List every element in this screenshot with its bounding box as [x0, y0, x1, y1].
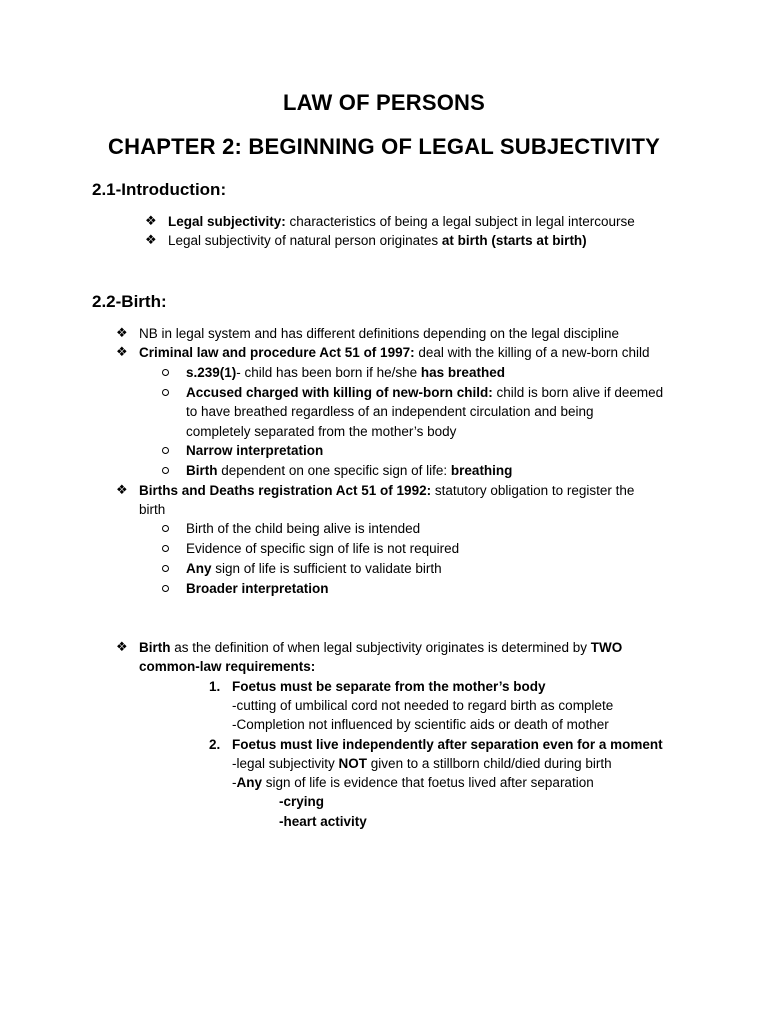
circle-bullet-icon: [162, 525, 169, 532]
numbered-item-detail: -crying: [279, 794, 325, 809]
circle-bullet-icon: [162, 447, 169, 454]
list-item: s.239(1)- child has been born if he/she has breathed: [186, 365, 505, 380]
list-item-continuation: completely separated from the mother’s body: [186, 424, 457, 439]
diamond-bullet-icon: ❖: [116, 483, 128, 498]
list-item: Births and Deaths registration Act 51 of 1992: statutory obligation to register the: [139, 483, 635, 498]
list-number: 1.: [209, 679, 221, 694]
list-item: Evidence of specific sign of life is not required: [186, 541, 460, 556]
diamond-bullet-icon: ❖: [145, 233, 157, 248]
list-item-continuation: to have breathed regardless of an independent circulation and being: [186, 404, 594, 419]
circle-bullet-icon: [162, 369, 169, 376]
document-title: LAW OF PERSONS: [282, 90, 486, 115]
diamond-bullet-icon: ❖: [116, 640, 128, 655]
numbered-item: Foetus must live independently after separation even for a moment: [232, 737, 663, 752]
circle-bullet-icon: [162, 545, 169, 552]
numbered-item-detail: -legal subjectivity NOT given to a stillborn child/died during birth: [232, 756, 612, 771]
list-item: Broader interpretation: [186, 581, 329, 596]
numbered-item-detail: -Completion not influenced by scientific aids or death of mother: [232, 717, 609, 732]
numbered-item-detail: -heart activity: [279, 814, 367, 829]
list-item: Any sign of life is sufficient to validate birth: [186, 561, 442, 576]
list-item: Birth of the child being alive is intended: [186, 521, 421, 536]
diamond-bullet-icon: ❖: [116, 326, 128, 341]
circle-bullet-icon: [162, 585, 169, 592]
circle-bullet-icon: [162, 467, 169, 474]
diamond-bullet-icon: ❖: [116, 345, 128, 360]
numbered-item-detail: -Any sign of life is evidence that foetus lived after separation: [232, 775, 594, 790]
circle-bullet-icon: [162, 565, 169, 572]
list-item-continuation: birth: [139, 502, 166, 517]
list-item: Birth as the definition of when legal subjectivity originates is determined by TWO: [139, 640, 623, 655]
list-item: Accused charged with killing of new-born child: child is born alive if deemed: [186, 385, 664, 400]
list-number: 2.: [209, 737, 221, 752]
list-item: Criminal law and procedure Act 51 of 1997: deal with the killing of a new-born child: [139, 345, 650, 360]
list-item-continuation: common-law requirements:: [139, 659, 316, 674]
chapter-title: CHAPTER 2: BEGINNING OF LEGAL SUBJECTIVITY: [108, 134, 660, 159]
list-item: Legal subjectivity: characteristics of being a legal subject in legal intercourse: [168, 214, 635, 229]
section-heading-introduction: 2.1-Introduction:: [92, 180, 227, 199]
diamond-bullet-icon: ❖: [145, 214, 157, 229]
numbered-item: Foetus must be separate from the mother’s body: [232, 679, 546, 694]
circle-bullet-icon: [162, 389, 169, 396]
list-item: Narrow interpretation: [186, 443, 324, 458]
numbered-item-detail: -cutting of umbilical cord not needed to regard birth as complete: [232, 698, 614, 713]
list-item: NB in legal system and has different definitions depending on the legal discipline: [139, 326, 620, 341]
section-heading-birth: 2.2-Birth:: [92, 292, 167, 311]
list-item: Birth dependent on one specific sign of life: breathing: [186, 463, 513, 478]
list-item: Legal subjectivity of natural person originates at birth (starts at birth): [168, 233, 587, 248]
